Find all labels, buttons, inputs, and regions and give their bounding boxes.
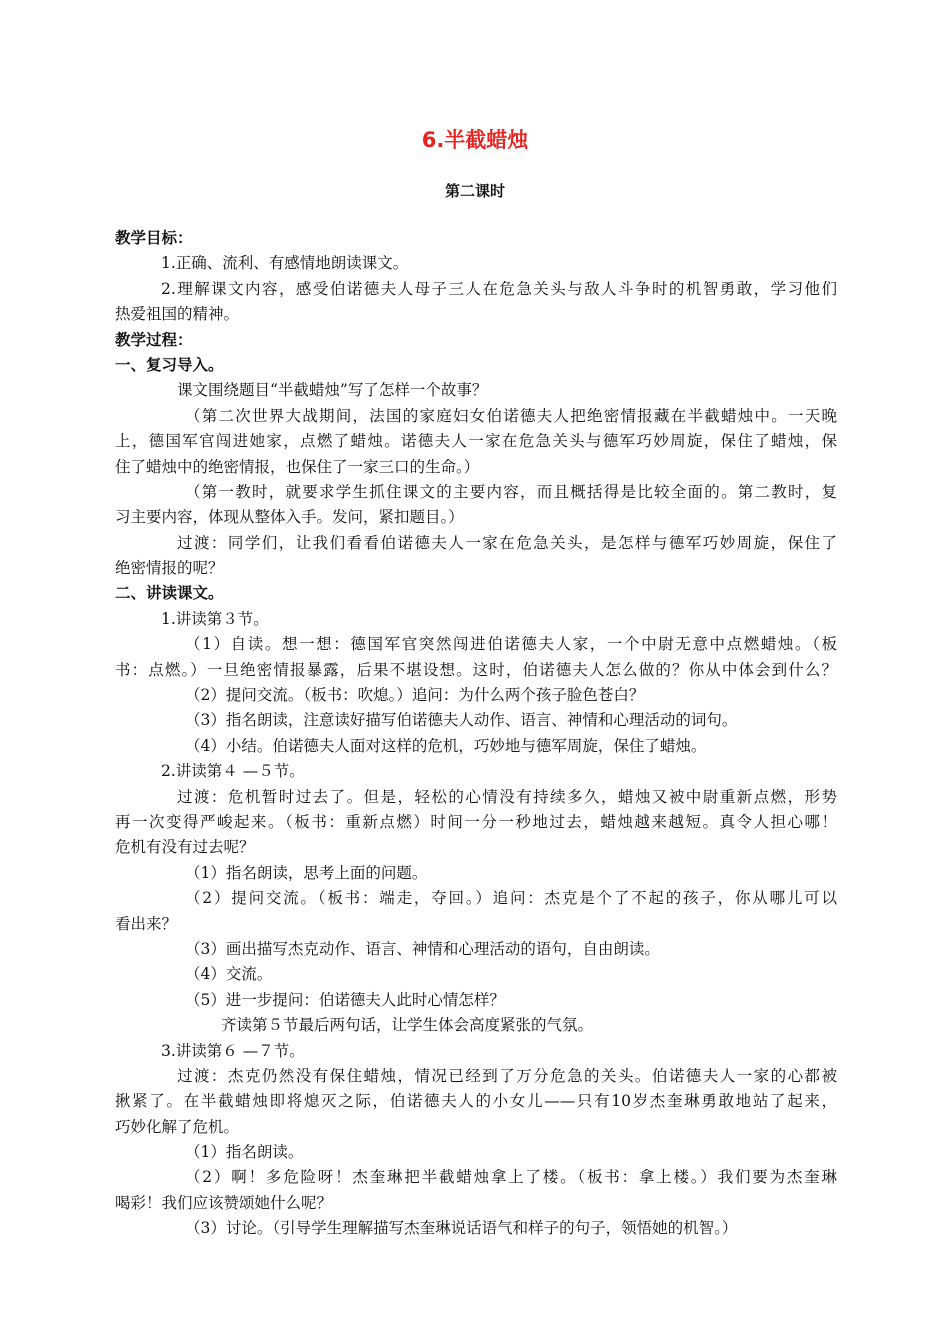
section-heading: 二、讲读课文。	[115, 584, 224, 603]
text-line: （3）讨论。（引导学生理解描写杰奎琳说话语气和样子的句子，领悟她的机智。）	[185, 1219, 738, 1238]
section-heading: 教学过程：	[115, 330, 193, 349]
text-line: 1.讲读第３节。	[161, 609, 269, 628]
text-line: 热爱祖国的精神。	[115, 305, 240, 324]
document-body	[115, 226, 837, 1242]
text-line: （4）小结。伯诺德夫人面对这样的危机，巧妙地与德军周旋，保住了蜡烛。	[185, 736, 707, 755]
section-heading: 教学目标：	[115, 229, 193, 247]
document-subtitle: 第二课时	[444, 182, 505, 200]
text-line: 齐读第５节最后两句话，让学生体会高度紧张的气氛。	[221, 1016, 594, 1035]
text-line: 再一次变得严峻起来。（板书：重新点燃）时间一分一秒地过去，蜡烛越来越短。真令人担心哪！	[115, 812, 837, 831]
text-line: 喝彩！我们应该赞颂她什么呢？	[115, 1193, 333, 1212]
text-line: （2）提问交流。（板书：端走，夺回。）追问：杰克是个了不起的孩子，你从哪儿可以	[185, 889, 837, 908]
text-line: 2.理解课文内容，感受伯诺德夫人母子三人在危急关头与敌人斗争时的机智勇敢，学习他们	[161, 279, 837, 298]
text-line: 1.正确、流利、有感情地朗读课文。	[161, 254, 409, 273]
section-heading: 一、复习导入。	[115, 355, 224, 374]
text-line: 过渡：危机暂时过去了。但是，轻松的心情没有持续多久，蜡烛又被中尉重新点燃，形势	[177, 787, 837, 806]
text-line: 过渡：杰克仍然没有保住蜡烛，情况已经到了万分危急的关头。伯诺德夫人一家的心都被	[177, 1066, 837, 1085]
text-line: 3.讲读第６ —７节。	[161, 1041, 305, 1060]
text-line: 课文围绕题目“半截蜡烛”写了怎样一个故事？	[177, 381, 488, 400]
text-line: 习主要内容，体现从整体入手。发问，紧扣题目。）	[115, 508, 464, 527]
text-line: 上，德国军官闯进她家，点燃了蜡烛。诺德夫人一家在危急关头与德军巧妙周旋，保住了蜡烛，保	[115, 432, 837, 451]
text-line: （2）提问交流。（板书：吹熄。）追问：为什么两个孩子脸色苍白？	[185, 686, 645, 705]
text-line: 2.讲读第４ —５节。	[161, 762, 305, 781]
text-line: 过渡：同学们，让我们看看伯诺德夫人一家在危急关头，是怎样与德军巧妙周旋，保住了	[177, 533, 837, 552]
text-line: （1）指名朗读，思考上面的问题。	[185, 863, 428, 882]
text-line: 揪紧了。在半截蜡烛即将熄灭之际，伯诺德夫人的小女儿——只有10岁杰奎琳勇敢地站了起来，	[115, 1092, 837, 1111]
text-line: （1）指名朗读。	[185, 1143, 304, 1162]
text-line: 书：点燃。）一旦绝密情报暴露，后果不堪设想。这时，伯诺德夫人怎么做的？你从中体会到什么？	[115, 660, 837, 679]
text-line: （1）自读。想一想：德国军官突然闯进伯诺德夫人家，一个中尉无意中点燃蜡烛。（板	[185, 635, 837, 654]
text-line: （2）啊！多危险呀！杰奎琳把半截蜡烛拿上了楼。（板书：拿上楼。）我们要为杰奎琳	[185, 1168, 837, 1187]
text-line: 住了蜡烛中的绝密情报，也保住了一家三口的生命。）	[115, 457, 480, 476]
text-line: 危机有没有过去呢？	[115, 838, 255, 857]
text-line: 绝密情报的呢？	[115, 559, 224, 578]
text-line: 巧妙化解了危机。	[115, 1117, 240, 1136]
document-title: 6.半截蜡烛	[421, 128, 529, 152]
text-line: 看出来？	[115, 914, 178, 933]
text-line: （3）画出描写杰克动作、语言、神情和心理活动的语句，自由朗读。	[185, 939, 660, 958]
text-line: （第一教时，就要求学生抓住课文的主要内容，而且概括得是比较全面的。第二教时，复	[185, 482, 837, 501]
text-line: （3）指名朗读，注意读好描写伯诺德夫人动作、语言、神情和心理活动的词句。	[185, 711, 738, 730]
text-line: （5）进一步提问：伯诺德夫人此时心情怎样？	[185, 990, 505, 1009]
text-line: （4）交流。	[185, 965, 273, 984]
text-line: （第二次世界大战期间，法国的家庭妇女伯诺德夫人把绝密情报藏在半截蜡烛中。一天晚	[185, 406, 837, 425]
